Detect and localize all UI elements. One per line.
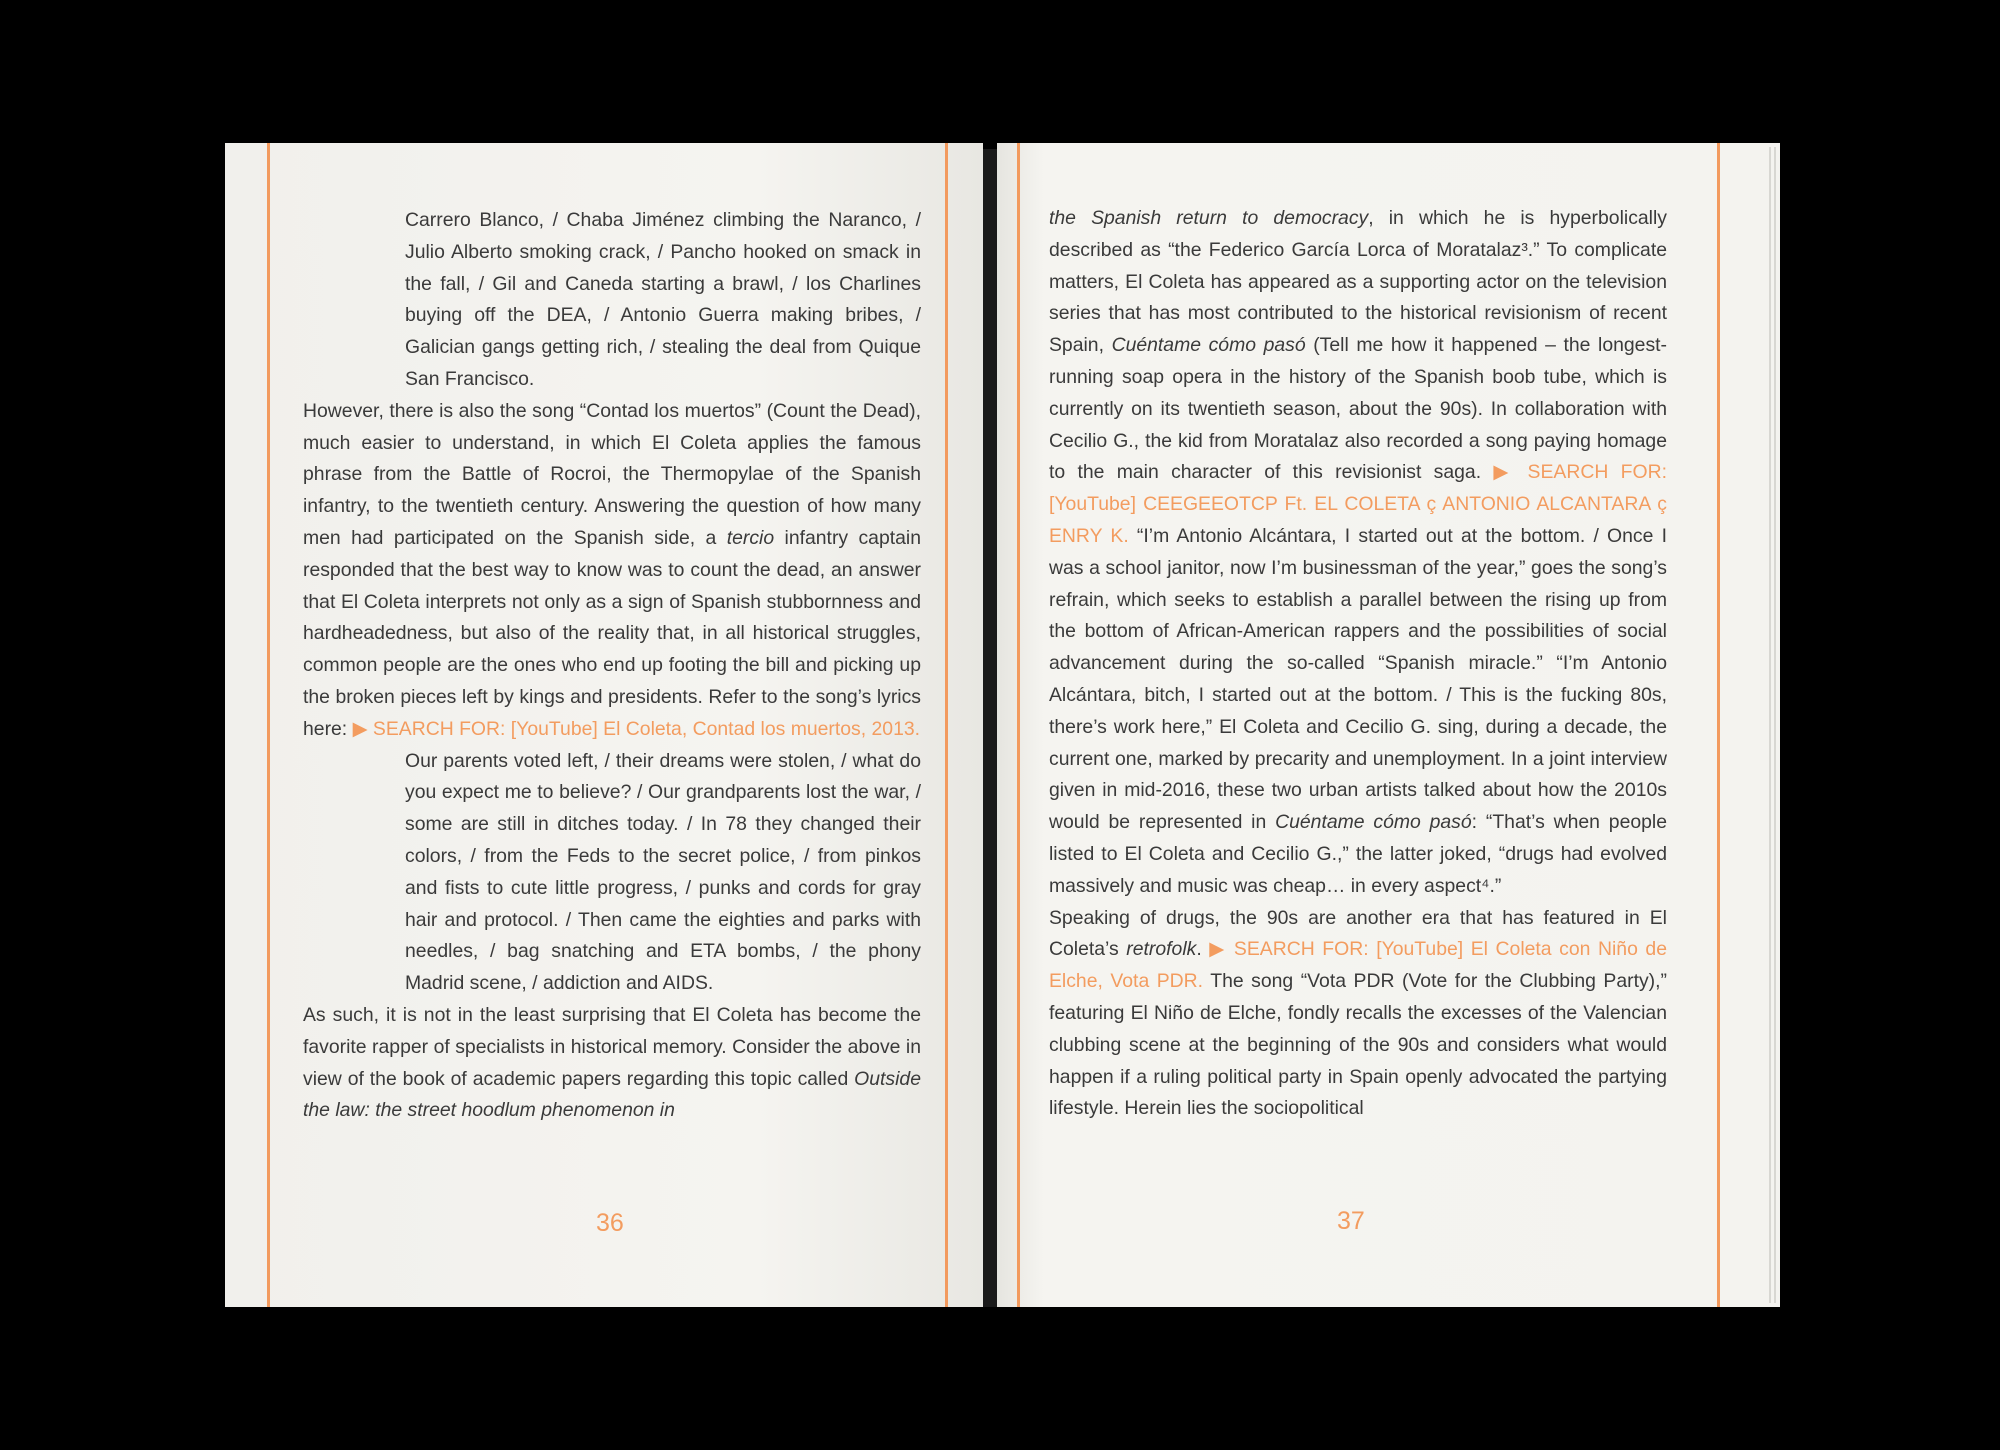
left-page-text [303,205,921,1127]
right-page [997,143,1780,1307]
body-paragraph: the Spanish return to democracy, in which he is hyperbolically described as “the Federico García Lorca of Moratalaz³.” To complicate matters, El Coleta has appeared as a supporting actor on the television series that has most contributed to the historical revisionism of recent Spain, Cuéntame cómo pasó (Tell me how it happened – the longest-running soap opera in the history of the Spanish boob tube, which is currently on its twentieth season, about the 90s). In collaboration with Cecilio G., the kid from Moratalaz also recorded a song paying homage to the main character of this revisionist saga. ▶ SEARCH FOR: [YouTube] CEEGEEOTCP Ft. EL COLETA ç ANTONIO ALCANTARA ç ENRY K. “I’m Antonio Alcántara, I started out at the bottom. / Once I was a school janitor, now I’m businessman of the year,” goes the song’s refrain, which seeks to establish a parallel between the rising up from the bottom of African-American rappers and the possibilities of social advancement during the so-called “Spanish miracle.” “I’m Antonio Alcántara, bitch, I started out at the bottom. / This is the fucking 80s, there’s work here,” El Coleta and Cecilio G. sing, during a decade, the current one, marked by precarity and unemployment. In a joint interview given in mid-2016, these two urban artists talked about how the 2010s would be represented in Cuéntame cómo pasó: “That’s when people listed to El Coleta and Cecilio G.,” the latter joked, “drugs had evolved massively and music was cheap… in every aspect⁴.” [1049,207,1668,897]
right-page-rule-inner [1017,143,1020,1307]
page-number: 37 [1337,1207,1365,1235]
right-page-rule-outer [1717,143,1720,1307]
search-reference: ▶ SEARCH FOR: [YouTube] El Coleta, Contad los muertos, 2013. [352,717,921,740]
lyrics-block-2: Our parents voted left, / their dreams were stolen, / what do you expect me to believe? / Our grandparents lost the war, / some are still in ditches today. / In 78 they changed their colors, / from the Feds to the secret police, / from pinkos and fists to cute little progress, / punks and cords for gray hair and protocol. / Then came the eighties and parks with needles, / bag snatching and ETA bombs, / the phony Madrid scene, / addiction and AIDS. [405,749,921,995]
page-edge [1774,147,1776,1303]
search-reference: ▶ SEARCH FOR: [YouTube] CEEGEEOTCP Ft. EL COLETA ç ANTONIO ALCANTARA ç ENRY K. [1049,461,1667,547]
book-gutter [983,149,997,1307]
left-page-rule-outer [267,143,270,1307]
body-paragraph: However, there is also the song “Contad los muertos” (Count the Dead), much easier to understand, in which El Coleta applies the famous phrase from the Battle of Rocroi, the Thermopylae of the Spanish infantry, to the twentieth century. Answering the question of how many men had participated on the Spanish side, a tercio infantry captain responded that the best way to know was to count the dead, an answer that El Coleta interprets not only as a sign of Spanish stubbornness and hardheadedness, but also of the reality that, in all historical struggles, common people are the ones who end up footing the bill and picking up the broken pieces left by kings and presidents. Refer to the song’s lyrics here: ▶ SEARCH FOR: [YouTube] El Coleta, Contad los muertos, 2013. [303,399,921,740]
search-reference: ▶ SEARCH FOR: [YouTube] El Coleta con Niño de Elche, Vota PDR. [1049,938,1667,993]
page-edge [1769,147,1771,1303]
body-paragraph: As such, it is not in the least surprising that El Coleta has become the favorite rapper of specialists in historical memory. Consider the above in view of the book of academic papers regarding this topic called Outside the law: the street hoodlum phenomenon in [303,1003,921,1122]
body-paragraph: Speaking of drugs, the 90s are another era that has featured in El Coleta’s retrofolk. ▶ SEARCH FOR: [YouTube] El Coleta con Niño de Elche, Vota PDR. The song “Vota PDR (Vote for the Clubbing Party),” featuring El Niño de Elche, fondly recalls the excesses of the Valencian clubbing scene at the beginning of the 90s and considers what would happen if a ruling political party in Spain openly advocated the partying lifestyle. Herein lies the sociopolitical [1049,906,1667,1120]
lyrics-block-1: Carrero Blanco, / Chaba Jiménez climbing the Naranco, / Julio Alberto smoking crack, / Pancho hooked on smack in the fall, / Gil and Caneda starting a brawl, / los Charlines buying off the DEA, / Antonio Guerra making bribes, / Galician gangs getting rich, / stealing the deal from Quique San Francisco. [405,209,921,390]
book-spread [225,143,1780,1307]
page-number: 36 [596,1209,624,1237]
left-page [225,143,983,1307]
left-page-rule-inner [945,143,948,1307]
right-page-text [1049,203,1667,1125]
